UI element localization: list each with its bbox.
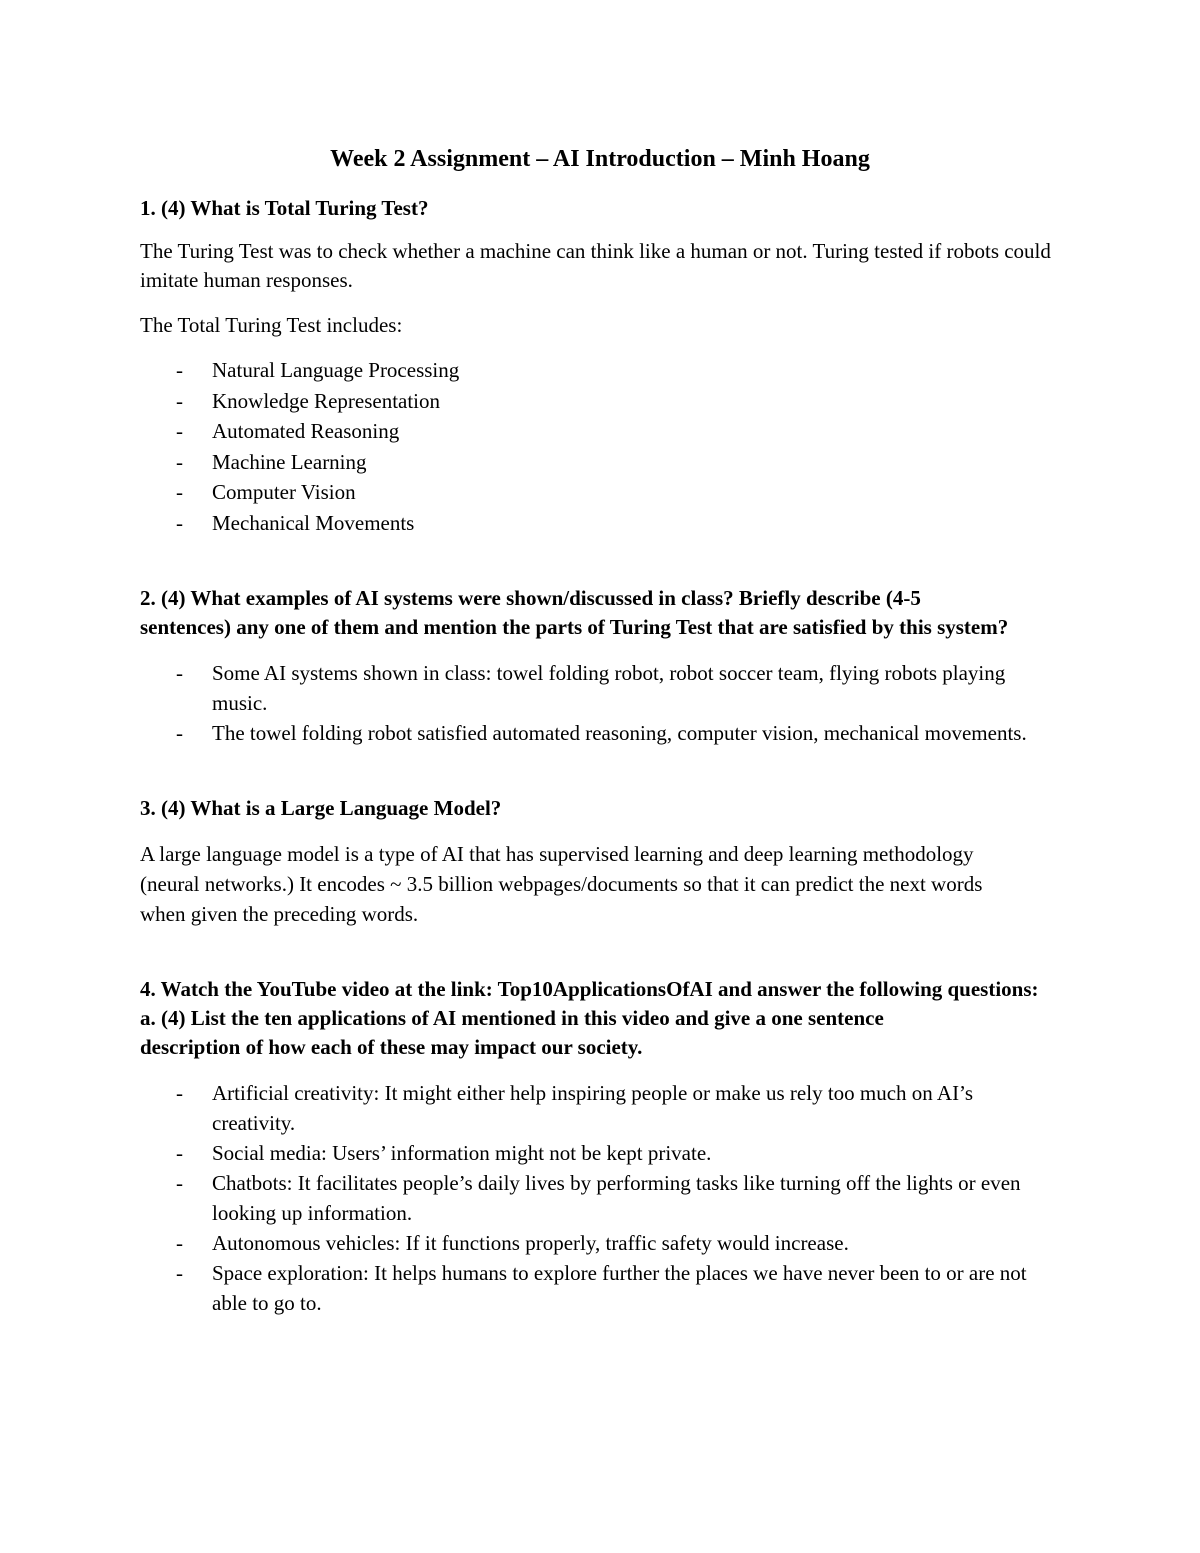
answer-1-paragraph-1: The Turing Test was to check whether a machine can think like a human or not. Turing tested if robots could imitate human responses. (140, 239, 1051, 292)
list-item-text: Knowledge Representation (212, 388, 441, 413)
dash-marker: - (176, 358, 183, 382)
list-item-text: Autonomous vehicles: If it functions properly, traffic safety would increase. (212, 1231, 849, 1255)
document-page (140, 140, 1060, 1318)
dash-marker: - (176, 449, 183, 474)
list-item-text: Social media: Users’ information might not be kept private. (212, 1141, 712, 1165)
dash-marker: - (176, 1081, 183, 1105)
list-item (140, 447, 1060, 478)
list-item (140, 1228, 1060, 1258)
dash-marker: - (176, 721, 183, 745)
list-item-text: Space exploration: It helps humans to explore further the places we have never been to or are not able to go to. (212, 1261, 1027, 1315)
answer-1-paragraph-2: The Total Turing Test includes: (140, 313, 403, 337)
dash-marker: - (176, 510, 183, 535)
list-item-text: Natural Language Processing (212, 358, 460, 382)
list-item-text: Chatbots: It facilitates people’s daily lives by performing tasks like turning off the lights or even looking up information. (212, 1171, 1021, 1225)
dash-marker: - (176, 1141, 183, 1165)
list-item (140, 1168, 1060, 1228)
answer-4-list (140, 1078, 1060, 1318)
list-item-text: Machine Learning (212, 449, 367, 474)
list-item-text: The towel folding robot satisfied automated reasoning, computer vision, mechanical movements. (212, 721, 1027, 745)
list-item-text: Some AI systems shown in class: towel folding robot, robot soccer team, flying robots playing music. (212, 661, 1006, 715)
list-item-text: Computer Vision (212, 480, 356, 504)
question-1: 1. (4) What is Total Turing Test? (140, 196, 429, 220)
question-4a: a. (4) List the ten applications of AI mentioned in this video and give a one sentence description of how each of these may impact our society. (140, 1006, 884, 1059)
list-item (140, 416, 1060, 447)
list-item (140, 355, 1060, 386)
dash-marker: - (176, 1261, 183, 1285)
question-4: 4. Watch the YouTube video at the link: Top10ApplicationsOfAI and answer the following questions: (140, 977, 1039, 1001)
dash-marker: - (176, 419, 183, 443)
dash-marker: - (176, 661, 183, 685)
dash-marker: - (176, 388, 183, 413)
page-title: Week 2 Assignment – AI Introduction – Minh Hoang (330, 146, 870, 172)
list-item-text: Artificial creativity: It might either help inspiring people or make us rely too much on AI’s creativity. (212, 1081, 974, 1135)
list-item (140, 658, 1040, 718)
list-item (140, 718, 1040, 748)
list-item (140, 1258, 1060, 1318)
answer-1-list (140, 355, 1060, 538)
answer-2-list (140, 658, 1040, 748)
question-3: 3. (4) What is a Large Language Model? (140, 796, 502, 820)
dash-marker: - (176, 1231, 183, 1255)
dash-marker: - (176, 480, 183, 504)
answer-3: A large language model is a type of AI that has supervised learning and deep learning methodology (neural networks.) It encodes ~ 3.5 billion webpages/documents so that it can predict the next words when given the preceding words. (140, 842, 983, 926)
list-item (140, 508, 1060, 539)
list-item (140, 477, 1060, 508)
list-item (140, 1078, 1060, 1138)
list-item (140, 1138, 1060, 1168)
dash-marker: - (176, 1171, 183, 1195)
list-item (140, 386, 1060, 417)
question-2: 2. (4) What examples of AI systems were shown/discussed in class? Briefly describe (4-5 sentences) any one of them and mention the parts of Turing Test that are satisfied by this system? (140, 586, 1009, 639)
list-item-text: Mechanical Movements (212, 510, 415, 535)
list-item-text: Automated Reasoning (212, 419, 400, 443)
